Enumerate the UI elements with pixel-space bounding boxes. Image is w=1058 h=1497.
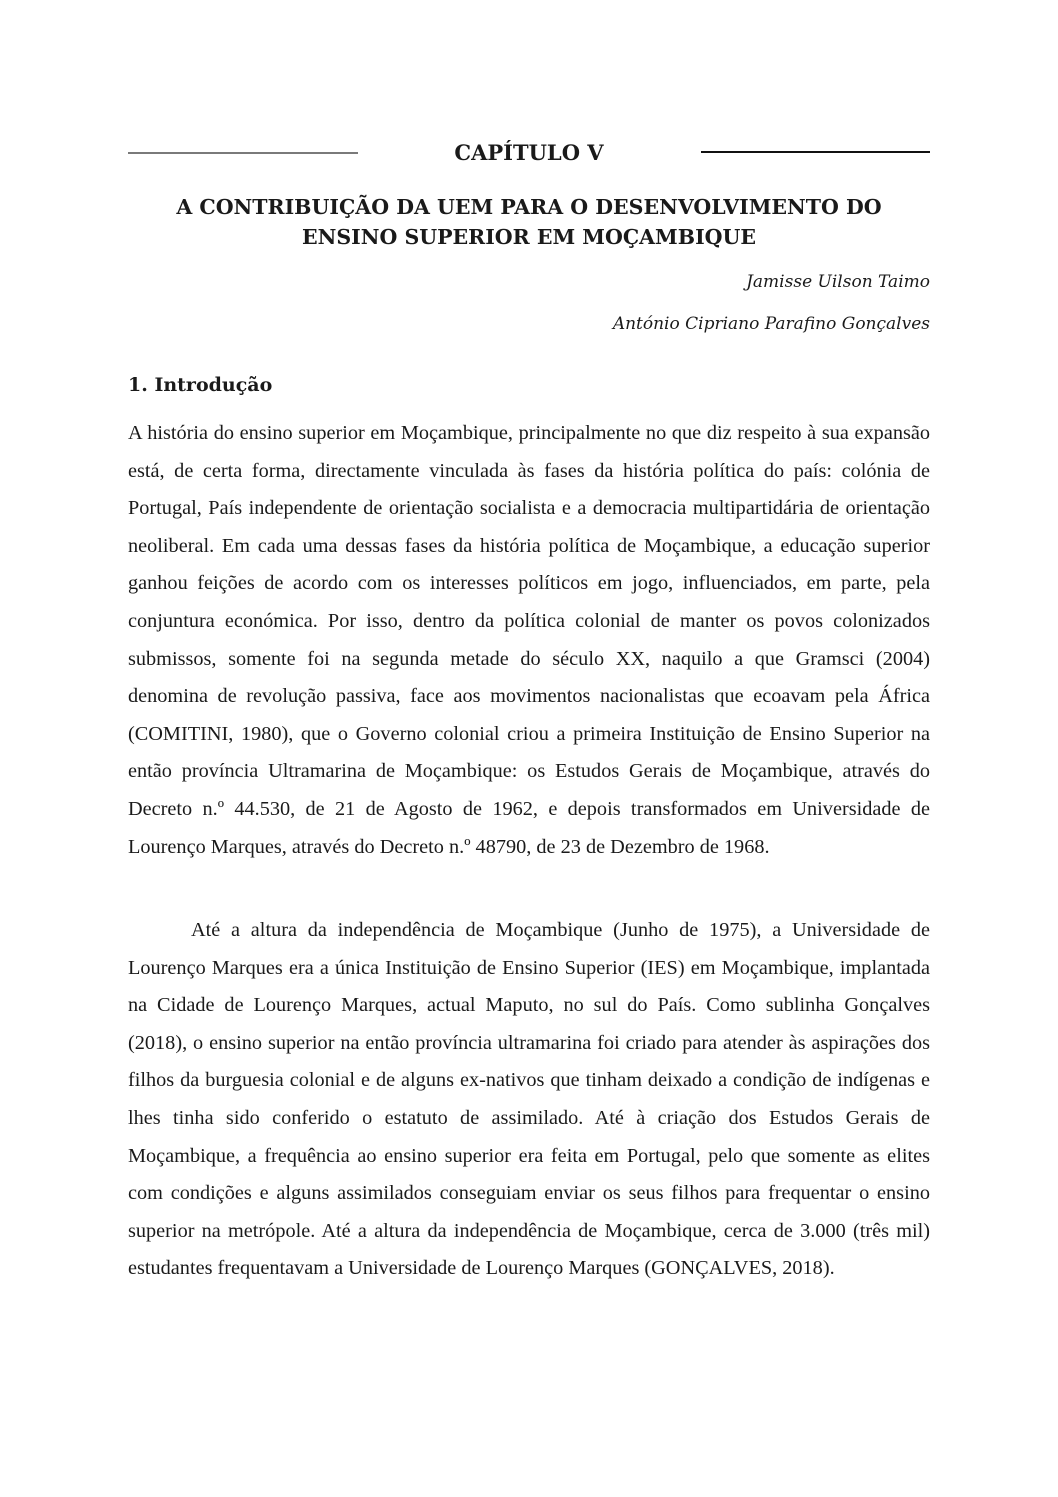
body-paragraph: Até a altura da independência de Moçambique (Junho de 1975), a Universidade de Lourenço Marques era a única Instituição de Ensino Superior (IES) em Moçambique, implantada na Cidade de Lourenço Marques, actual Maputo, no sul do País. Como sublinha Gonçalves (2018), o ensino superior na então província ultramarina foi criado para atender às aspirações dos filhos da burguesia colonial e de alguns ex-nativos que tinham deixado a condição de indígenas e lhes tinha sido conferido o estatuto de assimilado. Até à criação dos Estudos Gerais de Moçambique, a frequência ao ensino superior era feita em Portugal, pelo que somente as elites com condições e alguns assimilados conseguiam enviar os seus filhos para frequentar o ensino superior na metrópole. Até a altura da independência de Moçambique, cerca de 3.000 (três mil) estudantes frequentavam a Universidade de Lourenço Marques (GONÇALVES, 2018). [128,919,930,1280]
chapter-title: A CONTRIBUIÇÃO DA UEM PARA O DESENVOLVIMENTO DO ENSINO SUPERIOR EM MOÇAMBIQUE [176,195,882,249]
chapter-label: CAPÍTULO V [454,140,604,165]
author-name: Jamisse Uilson Taimo [746,272,930,292]
section-heading: 1. Introdução [128,374,273,396]
body-paragraph: A história do ensino superior em Moçambique, principalmente no que diz respeito à sua expansão está, de certa forma, directamente vinculada às fases da história política do país: colónia de Portugal, País independente de orientação socialista e a democracia multipartidária de orientação neoliberal. Em cada uma dessas fases da história política de Moçambique, a educação superior ganhou feições de acordo com os interesses políticos em jogo, influenciados, em parte, pela conjuntura económica. Por isso, dentro da política colonial de manter os povos colonizados submissos, somente foi na segunda metade do século XX, naquilo a que Gramsci (2004) denomina de revolução passiva, face aos movimentos nacionalistas que ecoavam pela África (COMITINI, 1980), que o Governo colonial criou a primeira Instituição de Ensino Superior na então província Ultramarina de Moçambique: os Estudos Gerais de Moçambique, através do Decreto n.º 44.530, de 21 de Agosto de 1962, e depois transformados em Universidade de Lourenço Marques, através do Decreto n.º 48790, de 23 de Dezembro de 1968. [128,422,930,858]
author-name: António Cipriano Parafino Gonçalves [612,314,930,334]
